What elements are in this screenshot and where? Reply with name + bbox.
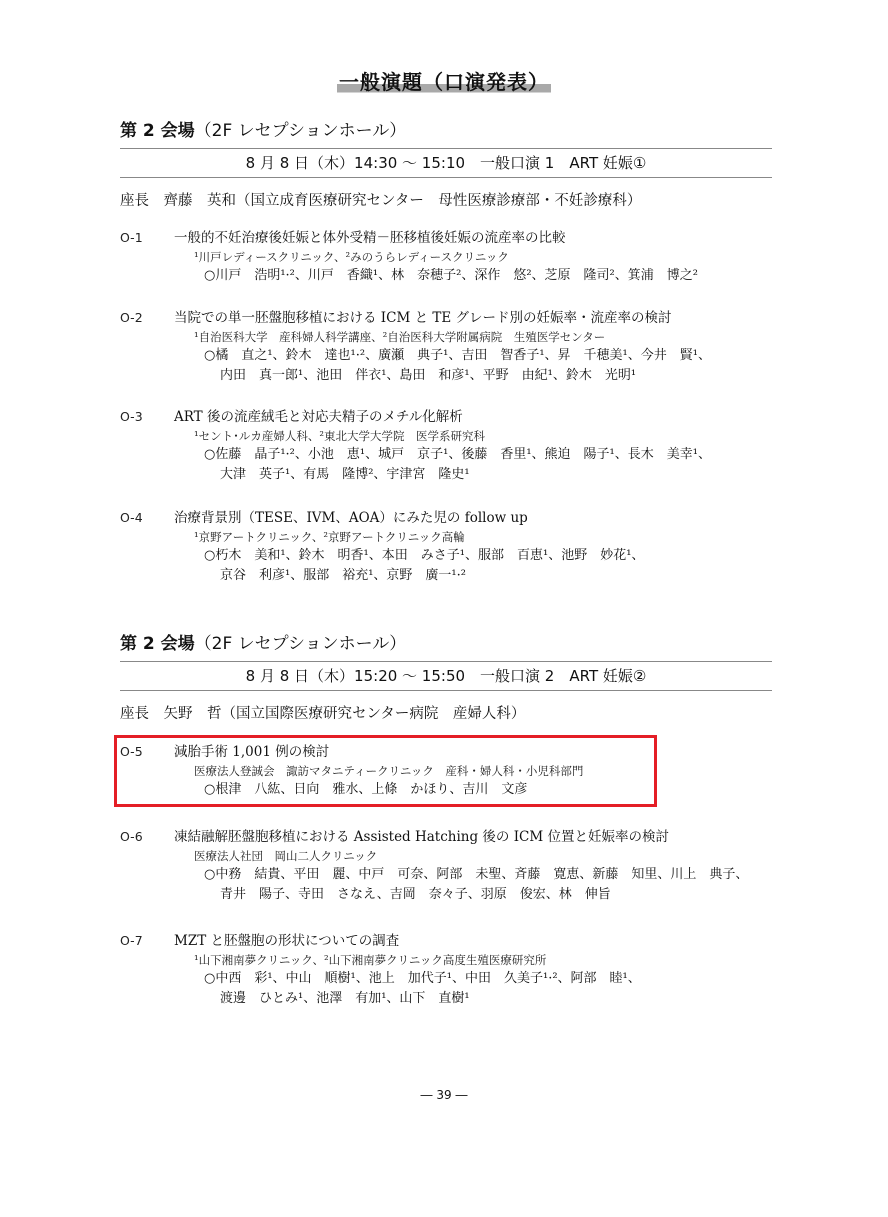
abstract-affiliations: ¹川戸レディースクリニック、²みのうらレディースクリニック (194, 250, 509, 264)
highlight-box (114, 735, 657, 807)
abstract-o3 (120, 407, 780, 485)
page-number: ― 39 ― (420, 1088, 468, 1102)
abstract-number: O-7 (120, 933, 143, 948)
abstract-authors: ○朽木 美和¹、鈴木 明香¹、本田 みさ子¹、服部 百恵¹、池野 妙花¹、 (204, 548, 645, 563)
abstract-title: 治療背景別（TESE、IVM、AOA）にみた児の follow up (174, 510, 528, 526)
abstract-authors-cont: 京谷 利彦¹、服部 裕充¹、京野 廣一¹·² (220, 568, 466, 583)
session-chair: 座長 齊藤 英和（国立成育医療研究センター 母性医療診療部・不妊診療科） (120, 193, 642, 209)
abstract-o4 (120, 508, 780, 586)
abstract-affiliations: ¹京野アートクリニック、²京野アートクリニック高輪 (194, 530, 465, 544)
abstract-affiliations: ¹山下湘南夢クリニック、²山下湘南夢クリニック高度生殖医療研究所 (194, 953, 547, 967)
abstract-authors: ○橘 直之¹、鈴木 達也¹·²、廣瀬 典子¹、吉田 智香子¹、昇 千穂美¹、今井 賢¹、 (204, 348, 711, 363)
abstract-affiliations: ¹セント･ルカ産婦人科、²東北大学大学院 医学系研究科 (194, 429, 485, 443)
abstract-number: O-6 (120, 829, 143, 844)
page-title: 一般演題（口演発表） (337, 66, 551, 95)
abstract-o6 (120, 827, 780, 905)
abstract-number: O-4 (120, 510, 143, 525)
abstract-title: ART 後の流産絨毛と対応夫精子のメチル化解析 (174, 409, 463, 425)
abstract-title: 当院での単一胚盤胞移植における ICM と TE グレード別の妊娠率・流産率の検討 (174, 310, 672, 326)
abstract-authors-cont: 大津 英子¹、有馬 隆博²、宇津宮 隆史¹ (220, 467, 470, 482)
session-2 (120, 631, 772, 725)
abstract-title: 減胎手術 1,001 例の検討 (174, 744, 330, 760)
abstract-title: 凍結融解胚盤胞移植における Assisted Hatching 後の ICM 位置と妊娠率の検討 (174, 829, 670, 845)
venue-detail: （2F レセプションホール） (194, 121, 407, 141)
abstract-number: O-5 (120, 744, 143, 759)
venue-detail: （2F レセプションホール） (194, 634, 407, 654)
abstract-authors-cont: 渡邊 ひとみ¹、池澤 有加¹、山下 直樹¹ (220, 991, 470, 1006)
abstract-title: MZT と胚盤胞の形状についての調査 (174, 933, 400, 949)
abstract-authors-cont: 青井 陽子、寺田 さなえ、吉岡 奈々子、羽原 俊宏、林 伸旨 (220, 887, 611, 902)
abstract-o7 (120, 931, 780, 1009)
abstract-affiliations: 医療法人登誠会 諏訪マタニティークリニック 産科・婦人科・小児科部門 (194, 764, 584, 778)
session-time-bar: 8 月 8 日（木）14:30 〜 15:10 一般口演 1 ART 妊娠① (120, 148, 772, 178)
venue-name: 第 2 会場 (120, 121, 195, 141)
abstract-number: O-2 (120, 310, 143, 325)
session-time-bar: 8 月 8 日（木）15:20 〜 15:50 一般口演 2 ART 妊娠② (120, 661, 772, 691)
abstract-authors: ○中西 彩¹、中山 順樹¹、池上 加代子¹、中田 久美子¹·²、阿部 睦¹、 (204, 971, 641, 986)
session-chair: 座長 矢野 哲（国立国際医療研究センター病院 産婦人科） (120, 706, 526, 722)
abstract-authors: ○佐藤 晶子¹·²、小池 恵¹、城戸 京子¹、後藤 香里¹、熊迫 陽子¹、長木 美幸¹、 (204, 447, 711, 462)
abstract-affiliations: 医療法人社団 岡山二人クリニック (194, 849, 378, 863)
abstract-authors: ○根津 八紘、日向 雅水、上條 かほり、吉川 文彦 (204, 782, 528, 797)
abstract-authors: ○川戸 浩明¹·²、川戸 香織¹、林 奈穂子²、深作 悠²、芝原 隆司²、箕浦 博之² (204, 268, 698, 283)
abstract-title: 一般的不妊治療後妊娠と体外受精－胚移植後妊娠の流産率の比較 (174, 230, 566, 246)
session-1 (120, 118, 772, 212)
abstract-authors: ○中務 結貴、平田 麗、中戸 可奈、阿部 未聖、斉藤 寛恵、新藤 知里、川上 典子、 (204, 867, 749, 882)
abstract-number: O-3 (120, 409, 143, 424)
abstract-o2 (120, 308, 780, 386)
abstract-o1 (120, 228, 780, 286)
venue-heading (120, 631, 772, 657)
abstract-affiliations: ¹自治医科大学 産科婦人科学講座、²自治医科大学附属病院 生殖医学センター (194, 330, 606, 344)
venue-heading (120, 118, 772, 144)
abstract-authors-cont: 内田 真一郎¹、池田 伴衣¹、島田 和彦¹、平野 由紀¹、鈴木 光明¹ (220, 368, 637, 383)
venue-name: 第 2 会場 (120, 634, 195, 654)
abstract-number: O-1 (120, 230, 143, 245)
page-title-wrap (0, 66, 888, 95)
